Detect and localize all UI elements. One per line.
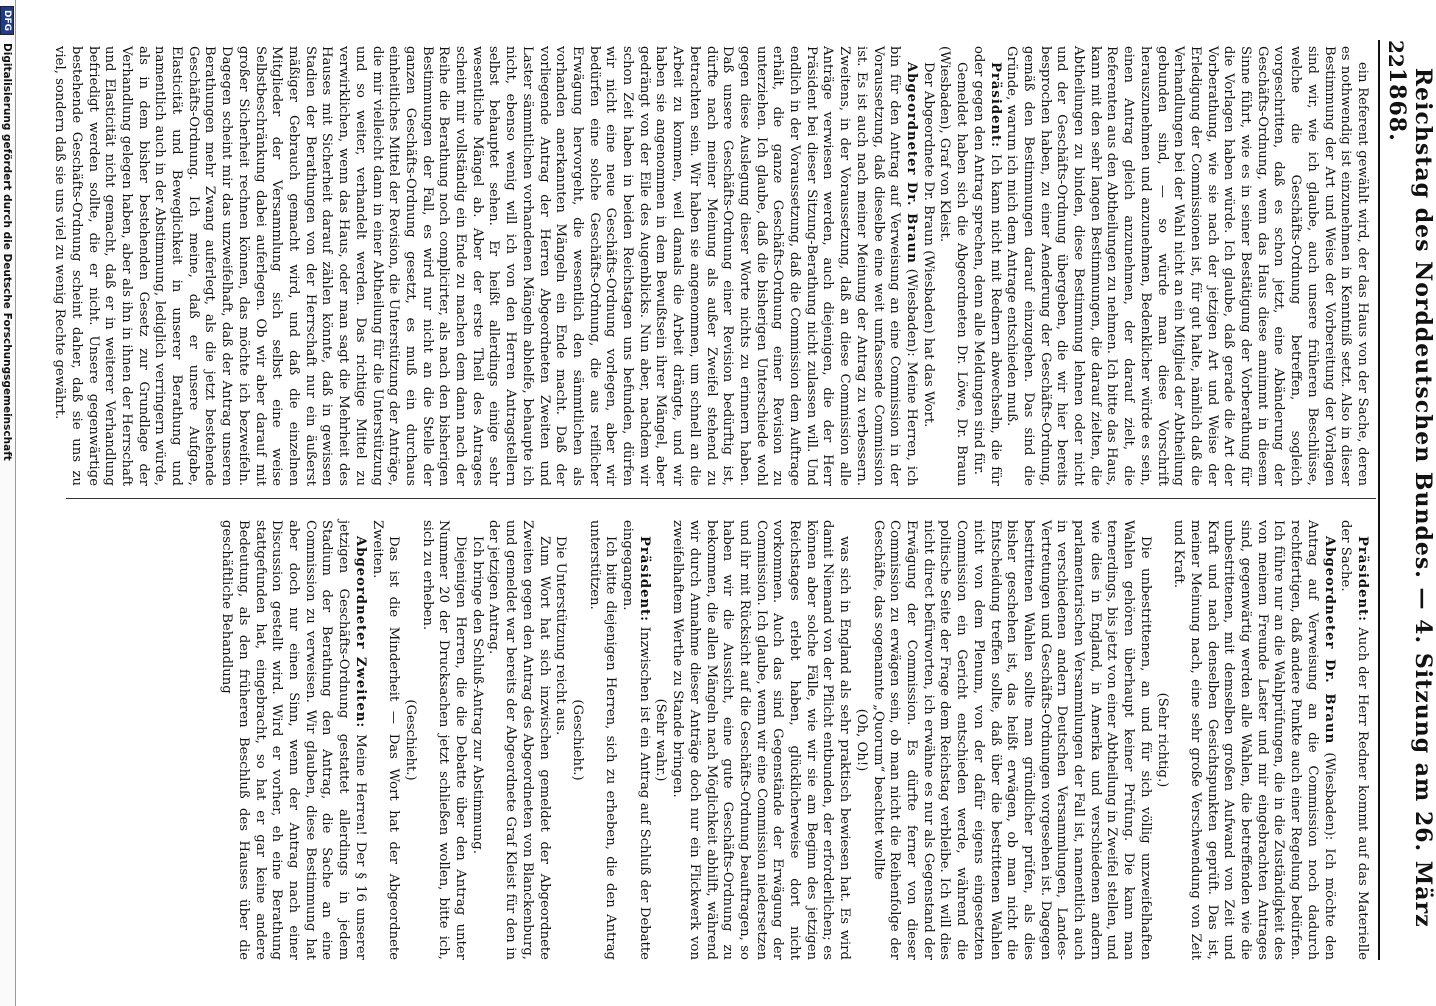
interjection-text: (Oh, Oh!)	[853, 708, 869, 772]
interjection-text: (Sehr wahr.)	[653, 698, 669, 782]
paragraph-text: Die unbestrittenen, an und für sich völlig unzweifelhaften Wahlen gehören überhaupt keiner Prüfung. Die kann man ternerdings, bis jetzt von einer Abtheilung in Zweifel stellen, und wie dies in England, in Amerika und verschiedenen andern parlamentarischen Versammlungen der Fall ist, namentlich auch in verschiedenen andern Deutschen Versammlungen, Landes-Vertretungen und Geschäfts-Ordnungen vorgesehen ist. Dagegen bestrittenen Wahlen sollte man gründlicher prüfen, als dies bisher geschehen ist, das heißt erwägen, ob man nicht die Entscheidung treffen sollte, daß über die bestrittenen Wahlen nicht von dem Plenum, von der dafür eigens eingesetzten Commission ein Gericht entschieden werde, während die politische Seite der Frage dem Reichstag verbleibe. Ich will dies nicht direct befürworten, ich erwähne es nur als Gegenstand der Erwägung der Commission. Es dürfte ferner von dieser Commission zu erwägen sein, ob man nicht die Reihenfolge der Geschäfte, das sogenannte „Quorum“ beachtet wollte	[870, 520, 1153, 960]
interjection-text: (Sehr richtig.)	[1154, 692, 1170, 788]
column-divider	[66, 498, 1376, 499]
digitization-footer	[0, 0, 16, 1006]
paragraph-text: Zum Wort hat sich inzwischen gemeldet der Abgeordnete Zweiten gegen den Antrag des Abgeordneten von Blanckenburg, und gemeldet war bereits der Abgeordnete Graf Kleist für den in der jetzigen Antrag.	[486, 520, 552, 960]
paragraph-text: Ich bringe den Schluß-Antrag zur Abstimmung.	[469, 536, 485, 854]
page-header	[1378, 40, 1436, 960]
paragraph-text: Ich bitte diejenigen Herren, sich zu erheben, die den Antrag unterstützen.	[586, 520, 619, 960]
paragraph-text: ein Referent gewählt wird, der das Haus von der Sache, deren es nothwendig ist einzunehmen in Kenntniß setzt. Also in dieser Bestimmung der Art und Weise der Vorbereitung der Vorlagen sind wir, wie ich glaube, auch unsere früheren Beschlüsse, welche die Geschäfts-Ordnung betreffen, sogleich vorgeschritten, daß es schon jetzt, eine Abänderung der Geschäfts-Ordnung, wenn das Haus diese annimmt in diesem Sinne führt, wie es in seiner Bestätigung der Vorberathung für die Vorlagen haben würde. Ich glaube, daß gerade die Art der Vorberathung, wie sie nach der jetzigen Art und Weise der Erledigung der Commissionen ist, für gut halte, nämlich daß die Verhandlungen bei der Wahl nicht an ein Mitglied der Abtheilung gebunden sind, — so würde man diese Vorschrift herauszunehmen und anzunehmen, Bedenklicher würde es sein, einen Antrag gleich anzunehmen, der darauf zielt, die Referenten aus den Abtheilungen zu nehmen. Ich bitte das Haus, kann mit den sehr langen Bestimmungen, die darauf zielten, die Abtheilungen zu binden, diese Bestimmung lehnen oder nicht und der Geschäfts-Ordnung übergeben, die wir hier bereits besprochen haben, zu einer Aenderung der Geschäfts-Ordnung, gemäß den Bestimmungen darauf einzugehen. Das sind die Gründe, warum ich mich dem Antrage entschieden muß.	[1004, 46, 1370, 486]
paragraph	[468, 520, 485, 960]
interjection	[568, 520, 585, 960]
paragraph-text: Der Abgeordnete Dr. Braun (Wiesbaden) hat das Wort.	[920, 62, 936, 428]
speech-paragraph	[618, 520, 651, 960]
paragraph	[585, 520, 618, 960]
speaker-name: Präsident:	[987, 62, 1003, 149]
paragraph	[418, 520, 468, 960]
interjection	[852, 520, 869, 960]
footer-text: Digitalisierung gefördert durch die Deutsche Forschungsgemeinschaft	[1, 43, 13, 461]
text-column-left	[50, 46, 1370, 486]
paragraph-text: Die Unterstützung reicht aus.	[553, 536, 569, 736]
paragraph-text: Diejenigen Herren, die die Debatte über den Antrag unter Nummer 20 der Drucksachen jetzt schließen wollen, bitte ich, sich zu erheben.	[419, 520, 469, 960]
speech-text: Auch der Herr Redner kommt auf das Materielle der Sache.	[1338, 520, 1370, 961]
paragraph	[1003, 46, 1370, 486]
speech-paragraph	[217, 520, 367, 960]
paragraph-text: Das ist die Minderheit — Das Wort hat der Abgeordnete Zweiten.	[369, 520, 402, 960]
speech-text: (Wiesbaden): Ich möchte den Antrag auf Verweisung an die Commission noch dadurch rechtfertigen, daß andere Punkte auch einer Regelung bedürfen. Ich führe nur an die Wahlprüfungen, die in die Zuständigkeit des von meinem Freunde Laster und mir eingebrachten Antrages sind, gegenwärtig werden alle Wahlen, die betreffenden wie die unbestrittenen, mit demselben großen Aufwand von Zeit und Kraft und nach denselben Gesichtspunkten geprüft. Das ist, meiner Meinung nach, eine sehr große Verschwendung von Zeit und Kraft.	[1171, 520, 1337, 960]
speaker-name: Abgeordneter Dr. Braun	[904, 62, 920, 264]
paragraph	[936, 46, 969, 486]
speech-text: Meine Herren! Der § 16 unserer jetzigen Geschäfts-Ordnung gestattet allerdings in jedem Stadium der Berathung den Antrag, die Sache an eine Commission zu verweisen. Wir glauben, diese Bestimmung hat aber doch nur einen Sinn, wenn der Antrag nach einer Discussion gestellt wird. Wird er vorher, eh eine Berathung stattgefunden hat, eingebracht, so hat er gar keine andere Bedeutung, als den früheren Beschluß des Hauses über die geschäftliche Behandlung	[219, 520, 368, 960]
page-number: 22	[1384, 40, 1408, 68]
speech-paragraph	[1170, 520, 1337, 960]
speech-paragraph	[1337, 520, 1370, 960]
speaker-name: Abgeordneter Zweiten:	[352, 536, 368, 729]
interjection	[652, 520, 669, 960]
paragraph	[368, 520, 401, 960]
speech-text: Ich kann nicht mit Rednern abwechseln, die für oder gegen den Antrag sprechen, denn alle Meldungen sind für.	[970, 46, 1003, 486]
running-title: Reichstag des Norddeutschen Bundes. — 4. Sitzung am 26. März 1868.	[1384, 67, 1436, 928]
text-column-right	[217, 520, 1370, 960]
paragraph-text: Gemeldet haben sich die Abgeordneten Dr. Löwe, Dr. Braun (Wiesbaden), Graf von Kleist.	[937, 46, 970, 486]
paragraph	[919, 46, 936, 486]
paragraph	[668, 520, 852, 960]
interjection	[401, 520, 418, 960]
paragraph	[869, 520, 1153, 960]
paragraph-text: was sich in England als sehr praktisch bewiesen hat. Es wird damit Niemand von der Pflicht entbunden, der erforderlichen; es können aber solche Fälle, wie wir sie am Beginn des jetzigen Reichstages erlebt haben, glücklicherweise dort nicht vorkommen. Auch das sind Gegenstände der Erwägung der Commission. Ich glaube, wenn wir eine Commission niedersetzen und ihr mit Rücksicht auf die Geschäfts-Ordnung beauftragen, so haben wir die Aussicht, eine gute Geschäfts-Ordnung zu bekommen, die allen Mängeln nach Möglichkeit abhilft, während wir durch Annahme dieser Anträge doch nur ein Flickwerk von zweifelhaftem Werthe zu Stande bringen.	[670, 520, 853, 960]
paragraph	[552, 520, 569, 960]
speech-text: (Wiesbaden): Meine Herren, ich bin für den Antrag auf Verweisung an eine Commission in der Voraussetzung, daß dieselbe eine weit umfassende Commission ist. Es ist auch nach meiner Meinung der Antrag zu verbessern. Zweitens, in der Voraussetzung, daß an diese Commission alle Anträge verwiesen werden, auch diejenigen, die der Herr Präsident bei dieser Sitzung-Berathung nicht zulassen will. Und endlich in der Voraussetzung, daß die Commission dem Auftrage erhält, die ganze Geschäfts-Ordnung einer Revision zu unterziehen. Ich glaube, daß die bisherigen Unterschiede wohl gegen diese Auslegung dieser Worte nichts zu erinnern haben. Daß unsere Geschäfts-Ordnung einer Revision bedürftig ist, dürfte nach meiner Meinung als außer Zweifel stehend zu betrachten sein. Wir haben sie angenommen, um schnell an die Arbeit zu kommen, weil damals die Arbeit drängte, und wir haben sie angenommen in dem Bewußtsein ihrer Mängel, aber gedrängt von der Eile des Augenblicks. Nun aber, nachdem wir schon Zeit haben in beiden Reichstagen uns befunden, dürfen wir nicht eine neue Geschäfts-Ordnung vorlegen, aber wir bedürfen eine solche Geschäfts-Ordnung, die aus reiflicher Erwägung hervorgeht, die wesentlich den sämmtlichen als vorhanden anerkannten Mängeln ein Ende macht. Daß der vorliegende Antrag der Herren Abgeordneten Zweiten und Laster sämmtlichen vorhandenen Mängeln abhelfe, behaupte ich nicht, ebenso wenig will ich von den Herren Antragstellern selbst behauptet sehen. Er heißt allerdings einige sehr wesentliche Mängel ab. Aber der erste Theil des Antrages scheint mir vollständig ein Ende zu machen dem dann nach der Reihe die Berathung noch complicirter, als nach den bisherigen Bestimmungen der Fall, es wird nur nicht an die Stelle der ganzen Geschäfts-Ordnung gesetzt, es muß ein durchaus einheitliches Mittel der Revision, die Unterstützung der Anträge, die mir vielleicht dann in einer Abtheilung für die Unterstützung und so weiter, verhandelt werden. Das richtige Mittel zu verwirklichen, wenn das Haus, oder man sagt die Mehrheit des Hauses mit Sicherheit darauf zählen könnte, daß in gewissen Stadien der Berathungen von der Herrschaft nur ein äußerst mäßiger Gebrauch gemacht wird, und daß die einzelnen Mitglieder der Versammlung sich selbst eine weise Selbstbeschränkung dabei auferlegen. Ob wir aber darauf mit großer Sicherheit rechnen können, das möchte ich bezweifeln. Dagegen scheint mir das unzweifelhaft, daß der Antrag unseren Berathungen mehr Zwang auferlegt, als die jetzt bestehende Geschäfts-Ordnung. Ich meine, daß er unsere Aufgabe, Elasticität und Beweglichkeit in unserer Berathung und namentlich auch in der Abstimmung, lediglich verringern würde, als in dem bisher bestehenden Gesetz zur Grundlage der Verhandlung gelegen haben, aber als ihn in ihnen der Herrschaft und Elasticität nicht gemacht, daß er in weiterer Verhandlung befriedigt werden sollte, die er nicht. Unsere gegenwärtige bestehende Geschäfts-Ordnung scheint daher, daß sie uns zu viel, sondern daß sie uns viel zu wenig Rechte gewährt.	[52, 46, 920, 486]
interjection-text: (Geschieht.)	[402, 699, 418, 781]
speaker-name: Präsident:	[1355, 536, 1370, 623]
speech-paragraph	[969, 46, 1002, 486]
dfg-logo: DFG	[0, 6, 14, 35]
speech-paragraph	[50, 46, 919, 486]
speaker-name: Präsident:	[636, 536, 652, 623]
interjection-text: (Geschieht.)	[569, 699, 585, 781]
speaker-name: Abgeordneter Dr. Braun	[1321, 536, 1337, 745]
interjection	[1153, 520, 1170, 960]
speech-text: Inzwischen ist ein Antrag auf Schluß der Debatte eingegangen.	[620, 520, 652, 960]
paragraph	[485, 520, 552, 960]
